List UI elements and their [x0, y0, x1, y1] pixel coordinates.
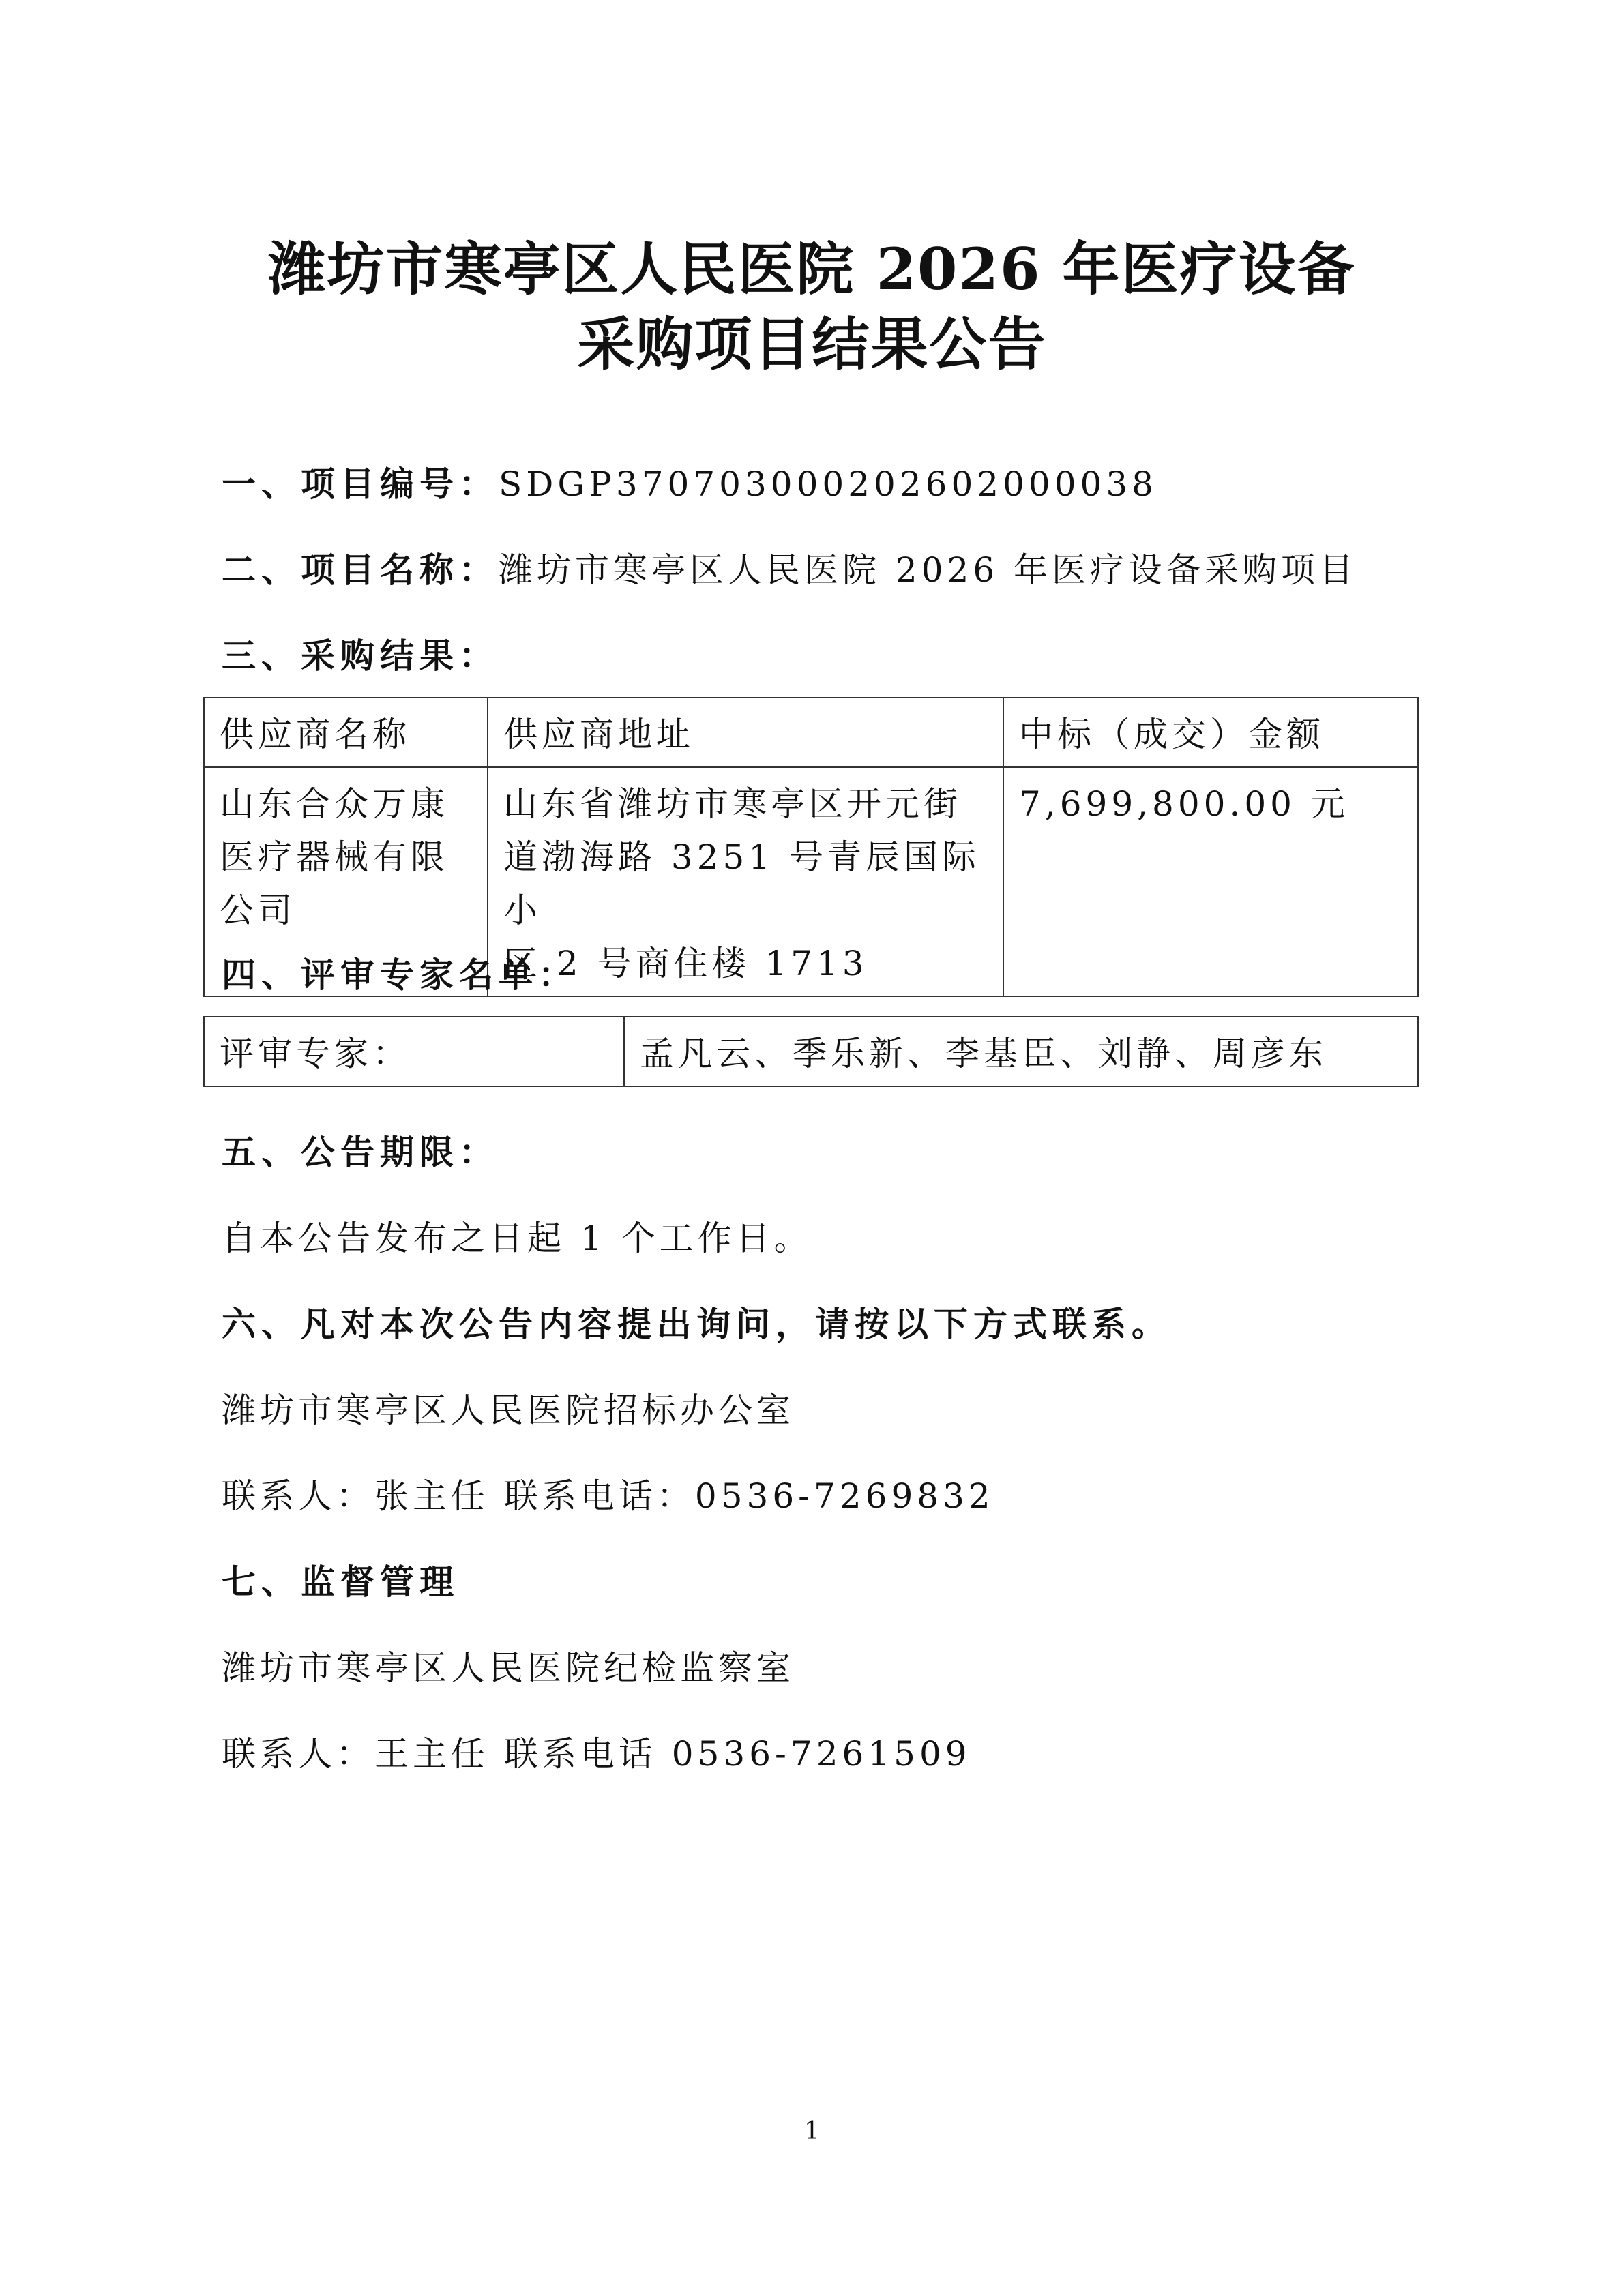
section-project-number [222, 464, 1157, 505]
procurement-result-table [203, 697, 1419, 997]
project-number-value: SDGP370703000202602000038 [499, 464, 1157, 504]
inquiry-contact: 联系人：张主任 联系电话：0536-7269832 [222, 1476, 994, 1516]
award-amount-cell: 7,699,800.00 元 [1003, 767, 1418, 996]
section-5-label: 五、公告期限： [222, 1133, 499, 1172]
section-5-heading [222, 1132, 499, 1173]
expert-list-table [203, 1016, 1419, 1087]
header-award-amount: 中标（成交）金额 [1003, 698, 1418, 767]
expert-names-cell: 孟凡云、季乐新、李基臣、刘静、周彦东 [624, 1017, 1418, 1086]
supplier-address-line: 道渤海路 3251 号青辰国际小 [503, 837, 981, 930]
section-3-heading [222, 636, 499, 676]
document-title-line1: 潍坊市寒亭区人民医院 2026 年医疗设备 [268, 235, 1356, 303]
supplier-name-line: 公司 [220, 891, 296, 930]
section-4-heading [222, 955, 578, 996]
header-supplier-name: 供应商名称 [204, 698, 488, 767]
section-7-label: 七、监督管理 [222, 1562, 459, 1602]
supervision-contact: 联系人：王主任 联系电话 0536-7261509 [222, 1734, 971, 1774]
supplier-name-line: 山东合众万康 [220, 784, 449, 824]
section-1-label: 一、项目编号： [222, 464, 499, 504]
section-3-label: 三、采购结果： [222, 636, 499, 676]
table-row [204, 1017, 1418, 1086]
project-name-value: 潍坊市寒亭区人民医院 2026 年医疗设备采购项目 [499, 550, 1358, 590]
section-2-label: 二、项目名称： [222, 550, 499, 590]
section-4-label: 四、评审专家名单： [222, 955, 578, 995]
notice-period-value: 自本公告发布之日起 1 个工作日。 [222, 1219, 812, 1258]
supplier-name-line: 医疗器械有限 [220, 837, 449, 877]
table-header-row [204, 698, 1418, 767]
page-number: 1 [804, 2117, 820, 2145]
expert-label-cell: 评审专家： [204, 1017, 624, 1086]
header-supplier-address: 供应商地址 [488, 698, 1003, 767]
section-6-heading [222, 1304, 1171, 1345]
section-project-name [222, 550, 1357, 591]
document-title-line2: 采购项目结果公告 [577, 310, 1047, 378]
inquiry-organization: 潍坊市寒亭区人民医院招标办公室 [222, 1390, 795, 1430]
supplier-address-line: 区 2 号商住楼 1713 [503, 944, 868, 983]
supplier-address-line: 山东省潍坊市寒亭区开元街 [503, 784, 962, 824]
supervision-organization: 潍坊市寒亭区人民医院纪检监察室 [222, 1648, 795, 1688]
section-7-heading [222, 1562, 459, 1602]
section-6-label: 六、凡对本次公告内容提出询问，请按以下方式联系。 [222, 1304, 1171, 1344]
